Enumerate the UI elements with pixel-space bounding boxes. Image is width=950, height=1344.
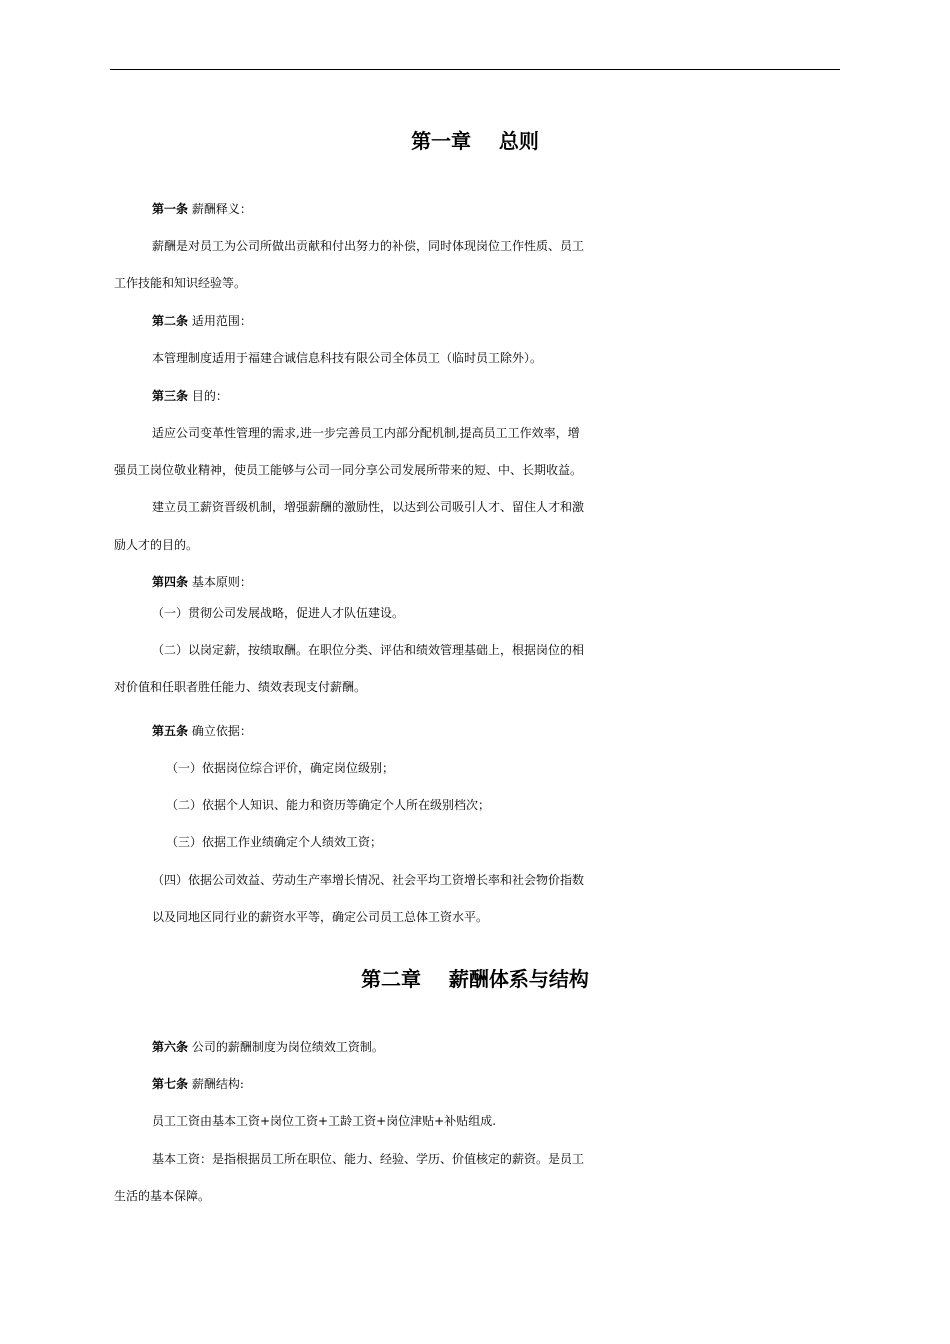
article-4-heading [152, 570, 852, 594]
article-2-title: 适用范围： [188, 314, 252, 328]
article-3-line-3: 建立员工薪资晋级机制，增强薪酬的激励性，以达到公司吸引人才、留住人才和激 [152, 500, 585, 514]
article-4-line-1: （一）贯彻公司发展战略，促进人才队伍建设。 [152, 606, 405, 620]
chapter-2-title: 第二章 薪酬体系与结构 [361, 967, 589, 991]
article-5-line-2: （二）依据个人知识、能力和资历等确定个人所在级别档次； [166, 798, 491, 812]
article-1-line-2: 工作技能和知识经验等。 [114, 276, 247, 290]
article-3-line-2: 强员工岗位敬业精神，使员工能够与公司一同分享公司发展所带来的短、中、长期收益。 [114, 463, 583, 477]
article-5-line-3: （三）依据工作业绩确定个人绩效工资； [166, 835, 383, 849]
article-5-line-5: 以及同地区同行业的薪资水平等，确定公司员工总体工资水平。 [152, 910, 489, 924]
article-1-label: 第一条 [152, 202, 189, 216]
article-5-label: 第五条 [152, 724, 189, 738]
article-2-heading [152, 309, 852, 333]
article-7-label: 第七条 [152, 1077, 189, 1091]
article-3-label: 第三条 [152, 389, 189, 403]
article-7-title: 薪酬结构: [188, 1077, 244, 1091]
article-1-line-1: 薪酬是对员工为公司所做出贡献和付出努力的补偿，同时体现岗位工作性质、员工 [152, 239, 585, 253]
article-6-label: 第六条 [152, 1040, 189, 1054]
header-rule [110, 69, 840, 70]
article-3-heading [152, 384, 852, 408]
article-4-label: 第四条 [152, 575, 189, 589]
article-4-line-2: （二）以岗定薪，按绩取酬。在职位分类、评估和绩效管理基础上，根据岗位的相 [152, 643, 585, 657]
article-3-title: 目的： [188, 389, 228, 403]
article-5-line-4: （四）依据公司效益、劳动生产率增长情况、社会平均工资增长率和社会物价指数 [152, 873, 585, 887]
article-7-line-2: 基本工资：是指根据员工所在职位、能力、经验、学历、价值核定的薪资。是员工 [152, 1152, 585, 1166]
chapter-1-title: 第一章 总则 [411, 129, 539, 153]
article-2-label: 第二条 [152, 314, 189, 328]
article-6-heading [152, 1035, 852, 1059]
article-7-line-3: 生活的基本保障。 [114, 1189, 211, 1203]
article-6-title: 公司的薪酬制度为岗位绩效工资制。 [188, 1040, 384, 1054]
article-5-heading [152, 719, 852, 743]
article-1-heading [152, 197, 852, 221]
article-4-title: 基本原则： [188, 575, 252, 589]
article-2-line-1: 本管理制度适用于福建合诚信息科技有限公司全体员工（临时员工除外）。 [152, 351, 543, 365]
article-3-line-4: 励人才的目的。 [114, 538, 199, 552]
article-3-line-1: 适应公司变革性管理的需求,进一步完善员工内部分配机制,提高员工工作效率，增 [152, 426, 580, 440]
article-1-title: 薪酬释义： [188, 202, 252, 216]
article-7-heading [152, 1072, 852, 1096]
article-5-line-1: （一）依据岗位综合评价，确定岗位级别； [166, 761, 395, 775]
article-4-line-3: 对价值和任职者胜任能力、绩效表现支付薪酬。 [114, 680, 367, 694]
article-7-line-1: 员工工资由基本工资+岗位工资+工龄工资+岗位津贴+补贴组成. [152, 1114, 497, 1128]
article-5-title: 确立依据： [188, 724, 252, 738]
